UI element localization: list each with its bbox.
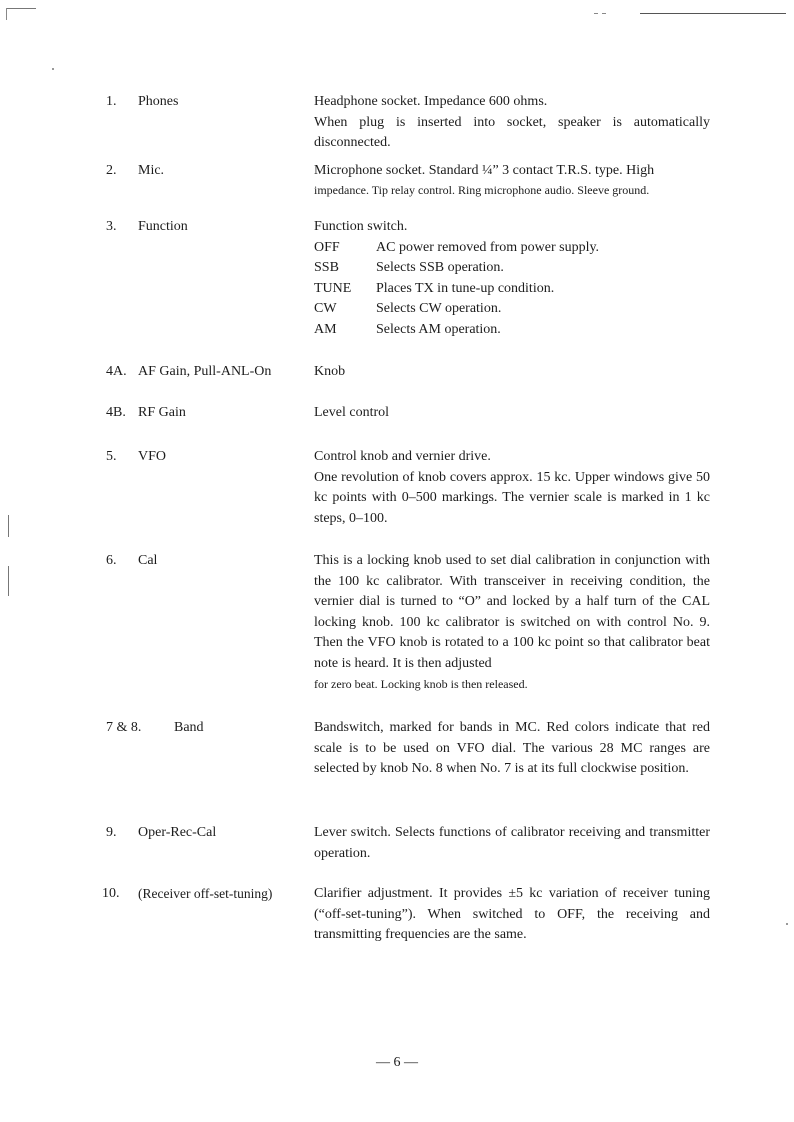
entry-description: Level control [314, 405, 390, 420]
entry-description: Control knob and vernier drive. One revolution of knob covers approx. 15 kc. Upper windows give 50 kc points with 0–500 markings. The vernier scale is marked in 1 kc steps, 0–100. [314, 449, 710, 526]
entry-number: 1. [106, 94, 117, 109]
scan-mark [6, 8, 36, 9]
entry-name: (Receiver off-set-tuning) [138, 886, 273, 901]
function-option: CW Selects CW operation. [314, 301, 502, 316]
entry-number: 4A. [106, 364, 127, 379]
function-option: TUNE Places TX in tune-up condition. [314, 280, 555, 296]
entry-number: 7 & 8. [106, 720, 142, 735]
entry-number: 3. [106, 219, 117, 234]
scan-mark [640, 13, 786, 14]
entry-description: Lever switch. Selects functions of calibrator receiving and transmitter operation. [314, 825, 710, 861]
scan-mark [8, 515, 9, 537]
entry-name: Cal [138, 553, 158, 568]
entry-name: Function [138, 219, 188, 234]
scan-mark [594, 13, 598, 14]
entry-name: VFO [138, 449, 167, 464]
entry-number: 5. [106, 449, 117, 464]
entry-name: Mic. [138, 163, 165, 178]
entry-name: RF Gain [138, 405, 186, 420]
scan-mark [52, 68, 54, 70]
function-option: OFF AC power removed from power supply. [314, 239, 600, 255]
scan-mark [8, 566, 9, 596]
entry-description: This is a locking knob used to set dial calibration in conjunction with the 100 kc calibrator. With transceiver in receiving condition, the vernier dial is turned to “O” and locked by a half turn of the CAL locking knob. 100 kc calibrator is switched on with control No. 9. Then the VFO knob is rotated to a 100 kc point so that calibrator beat note is heard. It is then adjusted for zero beat. Locking knob is then released. [314, 553, 710, 691]
scan-mark [786, 923, 788, 925]
page-number: — 6 — [376, 1055, 418, 1070]
entry-description: Function switch. OFF AC power removed from power supply. SSB Selects SSB operation. TUNE Places TX in tune-up condition. CW Selects CW operation. AM Selects AM operation. [314, 217, 710, 340]
entry-name: Oper-Rec-Cal [138, 825, 217, 840]
function-option: AM Selects AM operation. [314, 321, 501, 337]
entry-name: AF Gain, Pull-ANL-On [138, 364, 272, 379]
scan-mark [6, 8, 7, 20]
entry-number: 6. [106, 553, 117, 568]
entry-name: Band [174, 720, 204, 735]
entry-description: Clarifier adjustment. It provides ±5 kc variation of receiver tuning (“off-set-tuning”). When switched to OFF, the receiving and transmitting frequencies are the same. [314, 886, 710, 942]
entry-number: 10. [102, 886, 120, 901]
scan-mark [602, 13, 606, 14]
entry-name: Phones [138, 94, 179, 109]
entry-number: 4B. [106, 405, 126, 420]
entry-number: 9. [106, 825, 117, 840]
entry-description: Headphone socket. Impedance 600 ohms. When plug is inserted into socket, speaker is automatically disconnected. [314, 94, 710, 150]
function-option: SSB Selects SSB operation. [314, 260, 504, 275]
entry-description: Bandswitch, marked for bands in MC. Red colors indicate that red scale is to be used on VFO dial. The various 28 MC ranges are selected by knob No. 8 when No. 7 is at its full clockwise position. [314, 720, 710, 776]
entry-description: Microphone socket. Standard ¼” 3 contact T.R.S. type. High impedance. Tip relay control. Ring microphone audio. Sleeve ground. [314, 163, 655, 197]
entry-description: Knob [314, 364, 346, 379]
entry-number: 2. [106, 163, 117, 178]
